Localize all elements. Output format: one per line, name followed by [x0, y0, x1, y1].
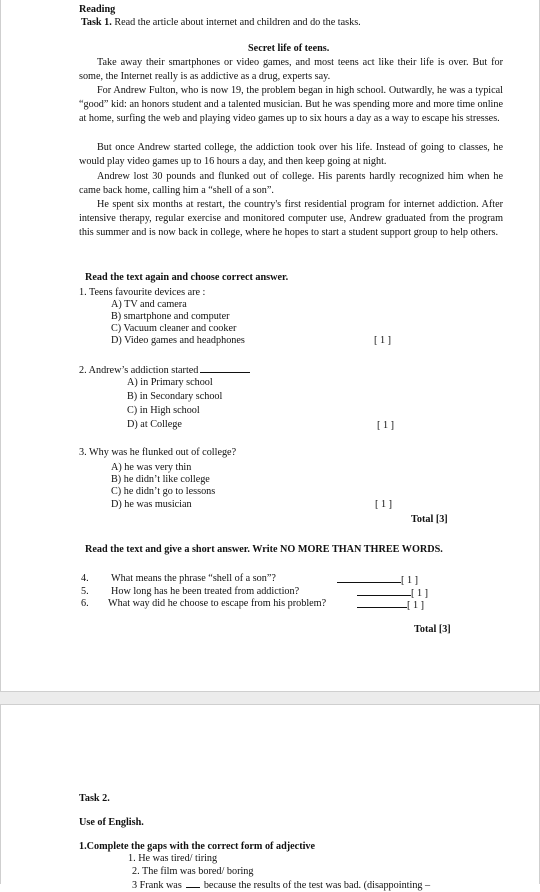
question-mark: [ 1 ]: [411, 588, 428, 599]
question-mark: [ 1 ]: [377, 420, 394, 431]
exercise-item: 1. He was tired/ tiring: [128, 853, 218, 864]
article-title: Secret life of teens.: [248, 43, 330, 54]
answer-blank[interactable]: [357, 586, 411, 596]
answer-option[interactable]: D) at College: [127, 419, 182, 430]
answer-blank[interactable]: [337, 573, 401, 583]
task2-label: Task 2.: [79, 793, 110, 804]
question-mark: [ 1 ]: [407, 600, 424, 611]
short-answer-instruction: Read the text and give a short answer. Write NO MORE THAN THREE WORDS.: [85, 544, 443, 555]
task1-instruction: [81, 17, 361, 29]
mcq-instruction: Read the text again and choose correct answer.: [85, 272, 289, 283]
article-paragraph: Andrew lost 30 pounds and flunked out of college. His parents hardly recognized him when he came back home, calling him a “shell of a son”.: [79, 171, 503, 197]
answer-option[interactable]: A) in Primary school: [127, 377, 213, 388]
article-paragraph: Take away their smartphones or video games, and most teens act like their life is over. But for some, the Internet really is as addictive as a drug, experts say.: [79, 57, 503, 83]
page-gap: [0, 692, 540, 704]
worksheet-page-2: [0, 704, 540, 891]
question-mark: [ 1 ]: [374, 335, 391, 346]
article-paragraph: For Andrew Fulton, who is now 19, the problem began in high school. Outwardly, he was a typical “good” kid: an honors student and a talented musician. But he was spending more and more time online at home, surfing the web and playing video games up to six hours a day as a way to escape his stresses.: [79, 85, 503, 125]
question-stem: 3. Why was he flunked out of college?: [79, 447, 237, 458]
answer-option[interactable]: B) smartphone and computer: [111, 311, 230, 322]
short-question-number: 6.: [81, 598, 89, 609]
short-question-text: What means the phrase “shell of a son”?: [111, 573, 276, 584]
exercise-item-end: because the results of the test was bad. (disappointing –: [203, 880, 431, 891]
answer-option[interactable]: C) he didn’t go to lessons: [111, 486, 216, 497]
question-mark: [ 1 ]: [375, 499, 392, 510]
task1-text: Read the article about internet and children and do the tasks.: [111, 17, 361, 28]
article-paragraph: He spent six months at restart, the country's first residential program for internet addiction. After intensive therapy, regular exercise and monitored computer use, Andrew graduated from the program this summer and is now back in college, where he hopes to start a student support group to help others.: [79, 199, 503, 239]
task2-instruction: 1.Complete the gaps with the correct form of adjective: [79, 841, 316, 852]
answer-blank[interactable]: [186, 878, 200, 888]
short-question-number: 4.: [81, 573, 89, 584]
short-question-number: 5.: [81, 586, 89, 597]
question-stem: 1. Teens favourite devices are :: [79, 287, 206, 298]
answer-option[interactable]: D) Video games and headphones: [111, 335, 245, 346]
answer-option[interactable]: C) in High school: [127, 405, 200, 416]
answer-option[interactable]: A) TV and camera: [111, 299, 187, 310]
section-heading: Reading: [79, 4, 116, 15]
answer-option[interactable]: D) he was musician: [111, 499, 192, 510]
task2-section: Use of English.: [79, 817, 144, 828]
answer-blank[interactable]: [200, 363, 250, 373]
short-answer-line[interactable]: [357, 598, 424, 612]
exercise-item: [132, 878, 430, 892]
exercise-item-start: 3 Frank was: [132, 880, 182, 891]
answer-option[interactable]: B) in Secondary school: [127, 391, 223, 402]
task1-label: Task 1.: [81, 17, 112, 28]
section-total: Total [3]: [411, 514, 448, 525]
exercise-item: 2. The film was bored/ boring: [132, 866, 254, 877]
short-question-text: What way did he choose to escape from his problem?: [108, 598, 327, 609]
answer-option[interactable]: B) he didn’t like college: [111, 474, 210, 485]
short-question-text: How long has he been treated from addiction?: [111, 586, 300, 597]
short-answer-line[interactable]: [337, 573, 418, 587]
answer-option[interactable]: A) he was very thin: [111, 462, 192, 473]
article-paragraph: But once Andrew started college, the addiction took over his life. Instead of going to classes, he would play video games up to 16 hours a day, and then keep going at night.: [79, 142, 503, 168]
answer-blank[interactable]: [357, 598, 407, 608]
question-stem: [79, 363, 250, 377]
question-stem-text: 2. Andrew’s addiction started: [79, 365, 199, 376]
section-total: Total [3]: [414, 624, 451, 635]
answer-option[interactable]: C) Vacuum cleaner and cooker: [111, 323, 237, 334]
question-mark: [ 1 ]: [401, 575, 418, 586]
